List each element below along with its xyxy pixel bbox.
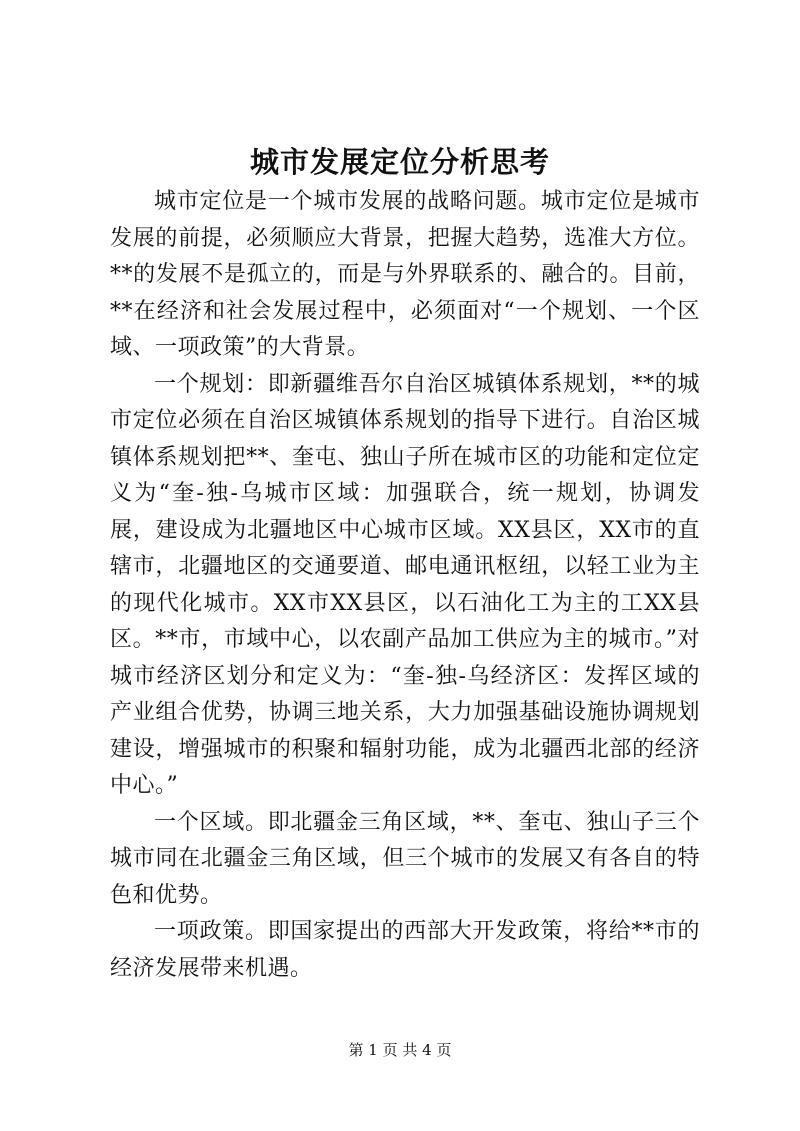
paragraph-4: 一项政策。即国家提出的西部大开发政策，将给**市的经济发展带来机遇。	[110, 919, 700, 981]
document-title: 城市发展定位分析思考	[249, 145, 550, 179]
paragraph-3: 一个区域。即北疆金三角区域，**、奎屯、独山子三个城市同在北疆金三角区域，但三个城市的发展又有各自的特色和优势。	[110, 809, 700, 908]
paragraph-2: 一个规划：即新疆维吾尔自治区城镇体系规划，**的城市定位必须在自治区城镇体系规划的指导下进行。自治区城镇体系规划把**、奎屯、独山子所在城市区的功能和定位定义为“奎-独-乌城市区域：加强联合，统一规划，协调发展，建设成为北疆地区中心城市区域。XX县区，XX市的直辖市，北疆地区的交通要道、邮电通讯枢纽，以轻工业为主的现代化城市。XX市XX县区，以石油化工为主的工XX县区。**市，市域中心，以农副产品加工供应为主的城市。”对城市经济区划分和定义为：“奎-独-乌经济区：发挥区域的产业组合优势，协调三地关系，大力加强基础设施协调规划建设，增强城市的积聚和辐射功能，成为北疆西北部的经济中心。”	[110, 371, 700, 798]
paragraph-1: 城市定位是一个城市发展的战略问题。城市定位是城市发展的前提，必须顺应大背景，把握大趋势，选准大方位。**的发展不是孤立的，而是与外界联系的、融合的。目前，**在经济和社会发展过程中，必须面对“一个规划、一个区域、一项政策”的大背景。	[110, 189, 700, 360]
page-footer: 第 1 页 共 4 页	[348, 1041, 452, 1059]
document-body	[110, 184, 700, 987]
